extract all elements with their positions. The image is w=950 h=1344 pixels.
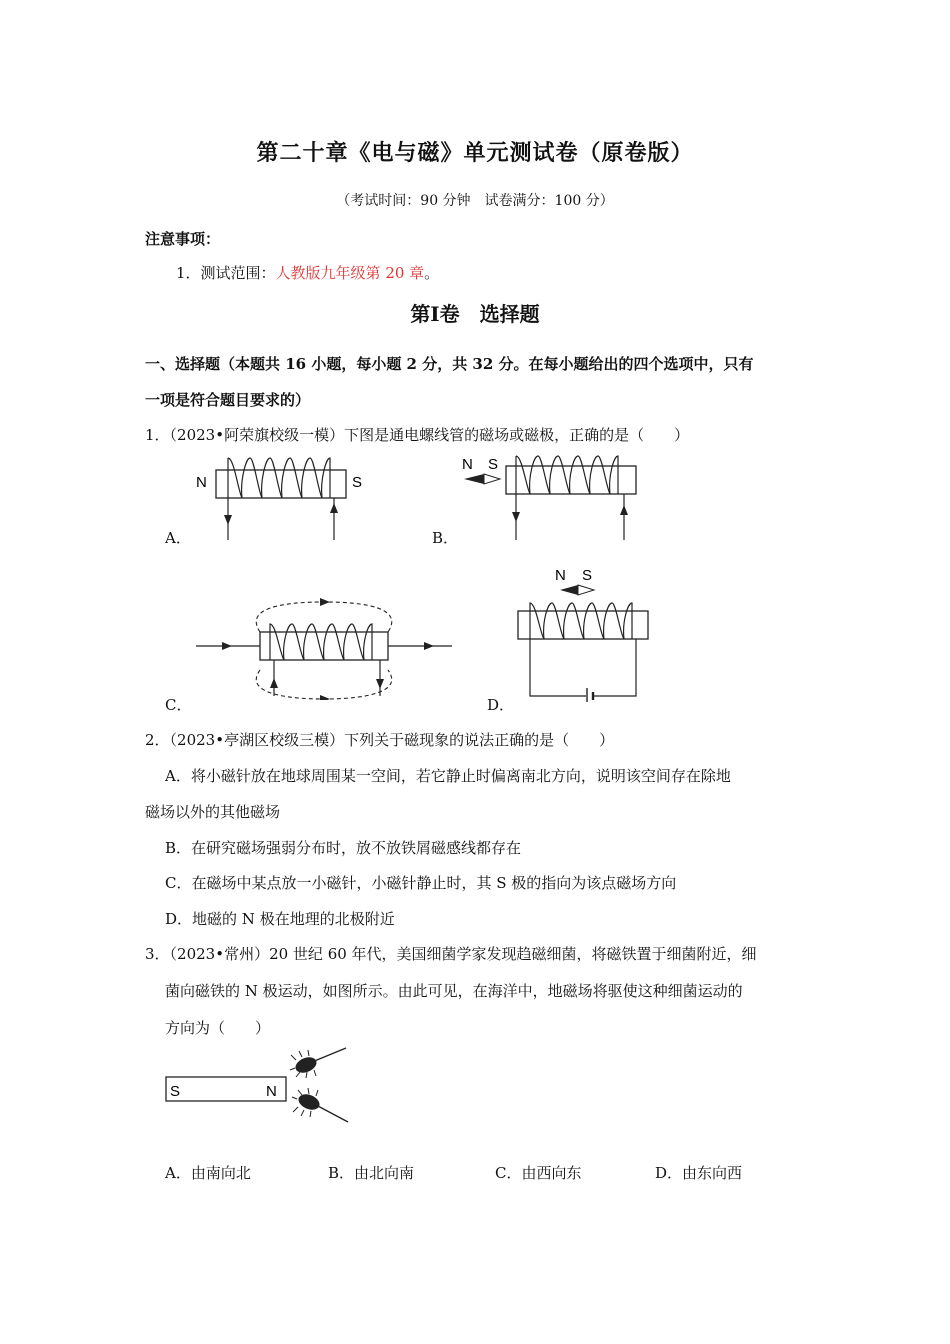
magnet-n-pole: N bbox=[266, 1083, 277, 1100]
q1-fig-b-needle-north bbox=[464, 474, 484, 484]
page-title: 第二十章《电与磁》单元测试卷（原卷版） bbox=[256, 140, 694, 166]
q1-fig-d-needle-south bbox=[578, 585, 594, 595]
q2-option-d: D．地磁的 N 极在地理的北极附近 bbox=[165, 910, 395, 928]
q3-stem-line1: 3．（2023•常州）20 世纪 60 年代，美国细菌学家发现趋磁细菌，将磁铁置于细菌附近，细 bbox=[145, 945, 757, 963]
q2-option-b: B．在研究磁场强弱分布时，放不放铁屑磁感线都存在 bbox=[165, 839, 522, 857]
exam-info: （考试时间：90 分钟 试卷满分：100 分） bbox=[336, 193, 614, 209]
q2-stem: 2．（2023•亭湖区校级三模）下列关于磁现象的说法正确的是（ ） bbox=[145, 731, 615, 749]
part1-instruction-line2: 一项是符合题目要求的） bbox=[145, 391, 311, 409]
notice-item-scope: 人教版九年级第 20 章 bbox=[275, 264, 425, 282]
q1-fig-b-needle-south bbox=[484, 474, 500, 484]
notice-item bbox=[176, 262, 439, 283]
q1-option-a: A． bbox=[165, 529, 191, 547]
q1-figure-d bbox=[512, 562, 654, 702]
q2-option-a-line2: 磁场以外的其他磁场 bbox=[145, 803, 281, 821]
q3-stem-line3: 方向为（ ） bbox=[165, 1019, 271, 1037]
q1-stem: 1．（2023•阿荣旗校级一模）下图是通电螺线管的磁场或磁极，正确的是（ ） bbox=[145, 426, 690, 444]
q1-fig-a-right-pole: S bbox=[352, 474, 363, 491]
q1-option-c: C． bbox=[165, 696, 192, 714]
q1-fig-d-needle-north bbox=[560, 585, 578, 595]
q1-option-b: B． bbox=[432, 529, 459, 547]
section-title: 第Ⅰ卷 选择题 bbox=[410, 302, 540, 326]
q1-fig-d-needle-n: N bbox=[555, 567, 566, 584]
q3-option-a: A．由南向北 bbox=[165, 1164, 251, 1182]
q3-option-c: C．由西向东 bbox=[495, 1164, 582, 1182]
q1-figure-c bbox=[192, 596, 457, 700]
q3-figure bbox=[162, 1045, 352, 1130]
q1-fig-a-left-pole: N bbox=[196, 474, 207, 491]
bacterium-icon bbox=[290, 1048, 346, 1078]
q3-option-d: D．由东向西 bbox=[655, 1164, 743, 1182]
magnet-s-pole: S bbox=[170, 1083, 181, 1100]
part1-instruction-line1: 一、选择题（本题共 16 小题，每小题 2 分，共 32 分。在每小题给出的四个选项中，只有 bbox=[145, 355, 754, 373]
q1-figure-a bbox=[190, 455, 370, 545]
notice-heading: 注意事项： bbox=[145, 230, 221, 248]
q2-option-a-line1: A．将小磁针放在地球周围某一空间，若它静止时偏离南北方向，说明该空间存在除地 bbox=[165, 767, 731, 785]
q1-fig-d-needle-s: S bbox=[582, 567, 593, 584]
q1-fig-b-needle-n: N bbox=[462, 456, 473, 473]
q1-figure-b bbox=[460, 452, 650, 544]
q1-fig-b-needle-s: S bbox=[488, 456, 499, 473]
q3-option-b: B．由北向南 bbox=[328, 1164, 415, 1182]
bacterium-icon bbox=[292, 1088, 348, 1122]
notice-item-suffix: 。 bbox=[424, 264, 440, 282]
q3-stem-line2: 菌向磁铁的 N 极运动，如图所示。由此可见，在海洋中，地磁场将驱使这种细菌运动的 bbox=[165, 982, 743, 1000]
q2-option-c: C．在磁场中某点放一小磁针，小磁针静止时，其 S 极的指向为该点磁场方向 bbox=[165, 874, 677, 892]
notice-item-prefix: 1．测试范围： bbox=[176, 264, 276, 282]
q1-option-d: D． bbox=[487, 696, 515, 714]
